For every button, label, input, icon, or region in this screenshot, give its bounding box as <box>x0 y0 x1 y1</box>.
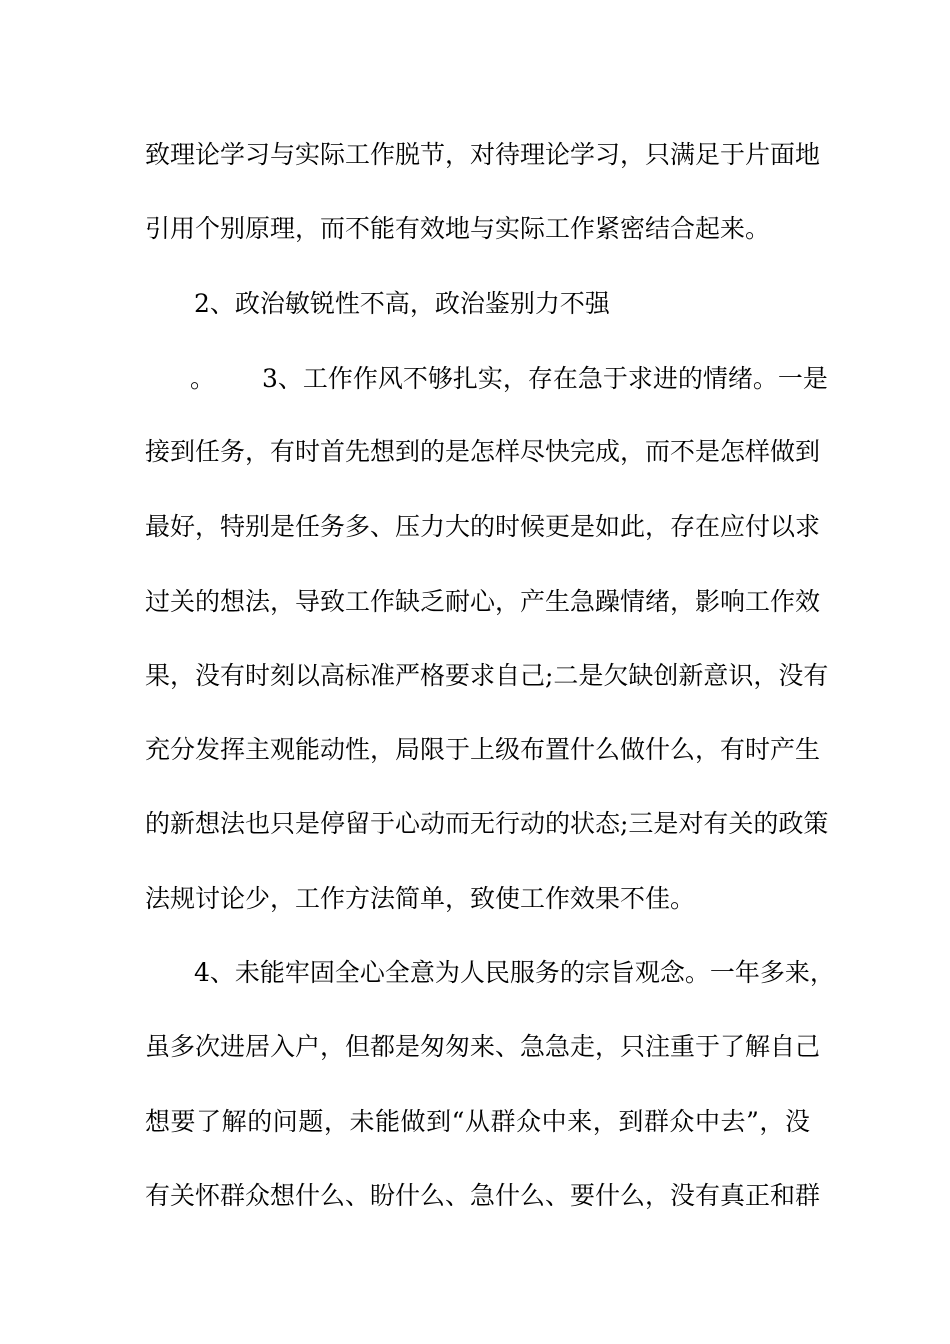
text-line: 引用个别原理，而不能有效地与实际工作紧密结合起来。 <box>145 214 771 243</box>
text-line: 充分发挥主观能动性，局限于上级布置什么做什么，有时产生 <box>145 735 821 764</box>
text-line: 虽多次进居入户，但都是匆匆来、急急走，只注重于了解自己 <box>145 1032 821 1061</box>
section-heading: 2、政治敏锐性不高，政治鉴别力不强 <box>194 289 610 318</box>
text-line: 接到任务，有时首先想到的是怎样尽快完成，而不是怎样做到 <box>145 437 821 466</box>
text-line: 最好，特别是任务多、压力大的时候更是如此，存在应付以求 <box>145 512 821 541</box>
text-line: 法规讨论少，工作方法简单，致使工作效果不佳。 <box>145 884 696 913</box>
text-line: 过关的想法，导致工作缺乏耐心，产生急躁情绪，影响工作效 <box>145 587 821 616</box>
section-heading: 4、未能牢固全心全意为人民服务的宗旨观念。一年多来， <box>194 958 835 987</box>
stray-punctuation: 。 <box>190 364 216 393</box>
text-line: 想要了解的问题，未能做到“从群众中来，到群众中去”，没 <box>145 1107 810 1136</box>
text-line: 果，没有时刻以高标准严格要求自己;二是欠缺创新意识，没有 <box>145 661 829 690</box>
section-heading: 3、工作作风不够扎实，存在急于求进的情绪。一是 <box>262 364 828 393</box>
text-line: 致理论学习与实际工作脱节，对待理论学习，只满足于片面地 <box>145 140 821 169</box>
text-line: 的新想法也只是停留于心动而无行动的状态;三是对有关的政策 <box>145 809 829 838</box>
text-line: 有关怀群众想什么、盼什么、急什么、要什么，没有真正和群 <box>145 1181 821 1210</box>
